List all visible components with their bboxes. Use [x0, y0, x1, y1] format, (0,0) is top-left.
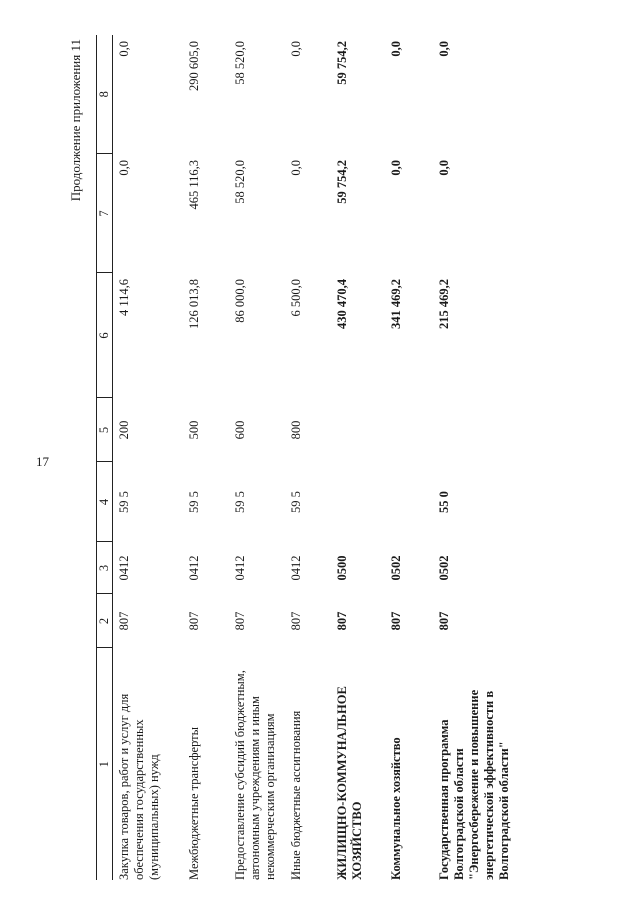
table-row	[229, 35, 285, 880]
budget-table	[96, 35, 551, 880]
cell-col7: 0,0	[117, 160, 131, 176]
cell-col8: 0,0	[437, 41, 451, 57]
cell-col8: 0,0	[389, 41, 403, 57]
cell-col5	[385, 398, 433, 462]
cell-col5: 800	[289, 420, 303, 440]
col-header-3: 3	[97, 542, 113, 594]
continuation-caption: Продолжение приложения 11	[68, 39, 83, 202]
cell-col5	[331, 398, 385, 462]
cell-col6: 6 500,0	[289, 279, 303, 317]
col-header-2: 2	[97, 594, 113, 648]
cell-col8: 0,0	[289, 41, 303, 57]
cell-col2: 807	[335, 611, 349, 631]
cell-col8: 0,0	[117, 41, 131, 57]
cell-col7: 0,0	[389, 160, 403, 176]
cell-col3: 0502	[389, 555, 403, 581]
cell-col3: 0502	[437, 555, 451, 581]
cell-col2: 807	[233, 611, 247, 631]
cell-col2: 807	[437, 611, 451, 631]
table-row	[285, 35, 331, 880]
cell-col4	[331, 462, 385, 542]
cell-col8: 58 520,0	[233, 41, 247, 85]
table-row	[331, 35, 385, 880]
row-name: Коммунальное хозяйство	[389, 737, 403, 880]
cell-col5	[433, 398, 551, 462]
cell-col2: 807	[289, 611, 303, 631]
col-header-1: 1	[97, 648, 113, 880]
row-name: ЖИЛИЩНО-КОММУНАЛЬНОЕ ХОЗЯЙСТВО	[335, 686, 364, 880]
table-row	[113, 35, 184, 880]
cell-col3: 0412	[289, 555, 303, 581]
col-header-7: 7	[97, 154, 113, 273]
row-name: Закупка товаров, работ и услуг для обеспечения государственных (муниципальных) нужд	[117, 693, 161, 880]
cell-col4: 59 5	[117, 491, 131, 513]
row-name: Государственная программа Волгоградской области "Энергосбережение и повышение энергетической эффективности в Волгоградской области"	[437, 689, 511, 880]
col-header-5: 5	[97, 398, 113, 462]
cell-col6: 215 469,2	[437, 279, 451, 329]
cell-col3: 0412	[233, 555, 247, 581]
cell-col4: 59 5	[187, 491, 201, 513]
cell-col6: 4 114,6	[117, 279, 131, 317]
cell-col2: 807	[389, 611, 403, 631]
cell-col4: 55 0	[437, 491, 451, 513]
cell-col8: 290 605,0	[187, 41, 201, 91]
table-row	[183, 35, 229, 880]
table-row	[433, 35, 551, 880]
col-header-8: 8	[97, 35, 113, 154]
row-name: Межбюджетные трансферты	[187, 726, 201, 880]
cell-col4: 59 5	[233, 491, 247, 513]
cell-col2: 807	[117, 611, 131, 631]
row-name: Иные бюджетные ассигнования	[289, 710, 303, 880]
cell-col4	[385, 462, 433, 542]
col-header-6: 6	[97, 273, 113, 398]
cell-col7: 0,0	[289, 160, 303, 176]
cell-col7: 0,0	[437, 160, 451, 176]
column-header-row	[97, 35, 113, 880]
cell-col4: 59 5	[289, 491, 303, 513]
cell-col5: 200	[117, 420, 131, 440]
cell-col6: 126 013,8	[187, 279, 201, 329]
cell-col6: 86 000,0	[233, 279, 247, 323]
cell-col7: 465 116,3	[187, 160, 201, 210]
cell-col6: 430 470,4	[335, 279, 349, 329]
cell-col8: 59 754,2	[335, 41, 349, 85]
cell-col3: 0412	[117, 555, 131, 581]
cell-col3: 0412	[187, 555, 201, 581]
row-name: Предоставление субсидий бюджетным, автономным учреждениям и иным некоммерческим организациям	[233, 670, 277, 880]
cell-col7: 58 520,0	[233, 160, 247, 204]
col-header-4: 4	[97, 462, 113, 542]
cell-col5: 600	[233, 420, 247, 440]
cell-col3: 0500	[335, 555, 349, 581]
cell-col6: 341 469,2	[389, 279, 403, 329]
table-row	[385, 35, 433, 880]
cell-col7: 59 754,2	[335, 160, 349, 204]
cell-col5: 500	[187, 420, 201, 440]
cell-col2: 807	[187, 611, 201, 631]
page-number: 17	[36, 454, 49, 469]
rotated-table-frame	[68, 35, 616, 880]
